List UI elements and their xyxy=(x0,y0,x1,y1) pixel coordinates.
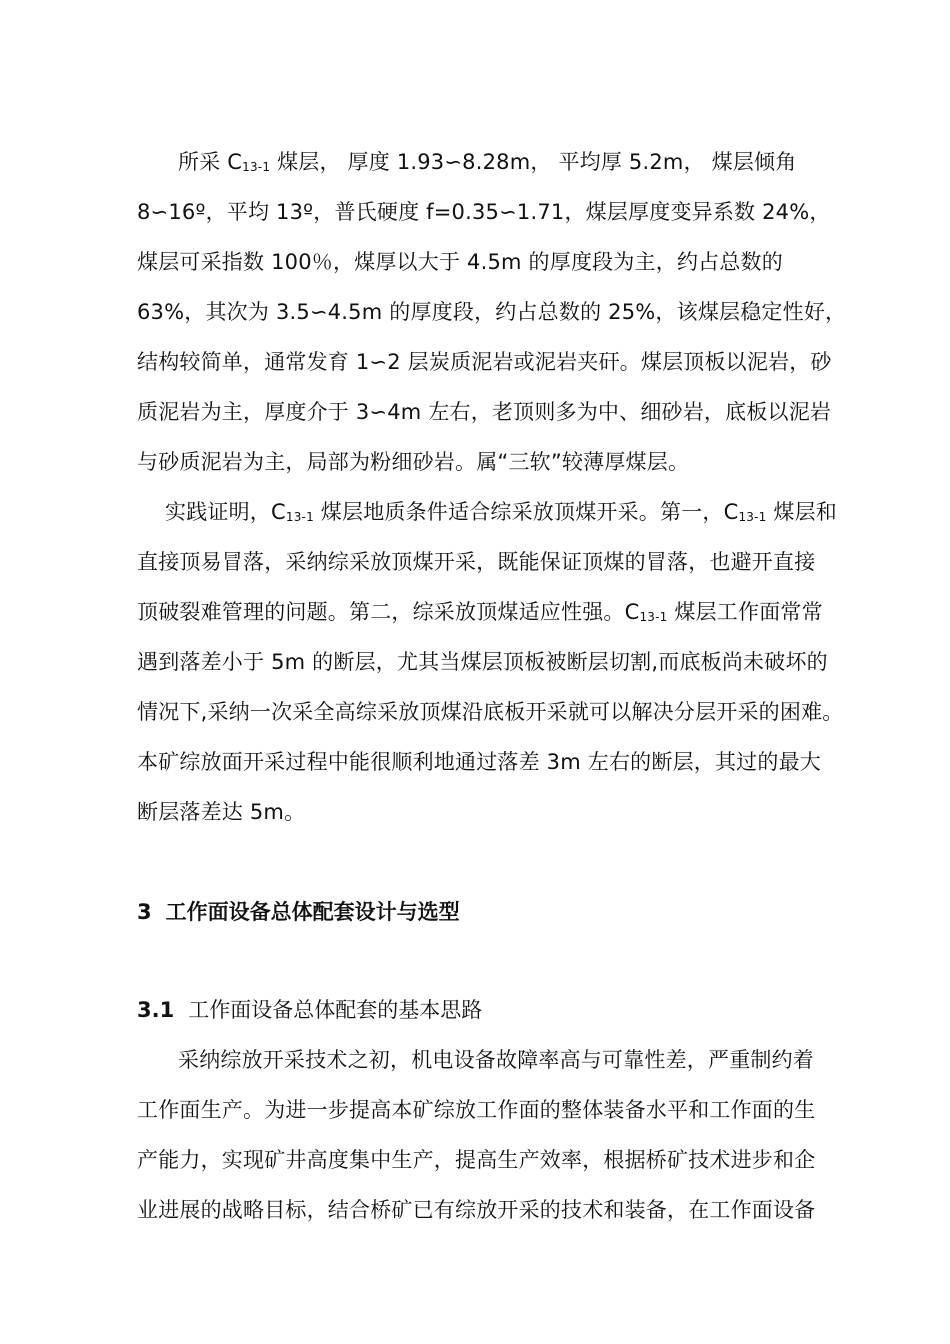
subscript: 13-1 xyxy=(242,160,271,174)
paragraph-line: 8∽16º，平均 13º，普氏硬度 f=0.35∽1.71，煤层厚度变异系数 24%， xyxy=(137,200,831,224)
text-run: 所采 C xyxy=(178,150,243,174)
text-run: 煤层， 厚度 1.93∽8.28m， 平均厚 5.2m， 煤层倾角 xyxy=(270,150,797,174)
subsection-heading xyxy=(137,996,482,1024)
paragraph-line: 情况下,采纳一次采全高综采放顶煤沿底板开采就可以解决分层开采的困难。 xyxy=(137,700,844,724)
paragraph-line: 结构较简单，通常发育 1∽2 层炭质泥岩或泥岩夹矸。煤层顶板以泥岩，砂 xyxy=(137,350,832,374)
text-run: 顶破裂难管理的问题。第二，综采放顶煤适应性强。C xyxy=(137,600,640,624)
section-title: 工作面设备总体配套设计与选型 xyxy=(165,900,460,924)
paragraph-line: 断层落差达 5m。 xyxy=(137,800,306,824)
subsection-number: 3.1 xyxy=(137,998,175,1022)
paragraph-line: 业进展的战略目标，结合桥矿已有综放开采的技术和装备，在工作面设备 xyxy=(137,1198,816,1222)
paragraph-line: 本矿综放面开采过程中能很顺利地通过落差 3m 左右的断层，其过的最大 xyxy=(137,750,821,774)
subscript: 13-1 xyxy=(738,510,767,524)
paragraph-line xyxy=(178,148,796,176)
paragraph-line: 63%，其次为 3.5∽4.5m 的厚度段，约占总数的 25%，该煤层稳定性好， xyxy=(137,300,847,324)
subscript: 13-1 xyxy=(285,510,314,524)
text-run: 煤层地质条件适合综采放顶煤开采。第一，C xyxy=(313,500,739,524)
text-run: 实践证明，C xyxy=(165,500,286,524)
subsection-title: 工作面设备总体配套的基本思路 xyxy=(188,998,483,1022)
paragraph-line: 工作面生产。为进一步提高本矿综放工作面的整体装备水平和工作面的生 xyxy=(137,1098,816,1122)
paragraph-line: 煤层可采指数 100％，煤厚以大于 4.5m 的厚度段为主，约占总数的 xyxy=(137,250,783,274)
subscript: 13-1 xyxy=(639,610,668,624)
paragraph-line: 与砂质泥岩为主，局部为粉细砂岩。属“三软”较薄厚煤层。 xyxy=(137,450,690,474)
paragraph-line: 遇到落差小于 5m 的断层，尤其当煤层顶板被断层切割,而底板尚未破坏的 xyxy=(137,650,828,674)
text-run: 煤层工作面常常 xyxy=(667,600,823,624)
paragraph-line: 直接顶易冒落，采纳综采放顶煤开采，既能保证顶煤的冒落，也避开直接 xyxy=(137,550,816,574)
section-number: 3 xyxy=(137,900,152,924)
section-heading xyxy=(137,898,460,926)
paragraph-line: 产能力，实现矿井高度集中生产，提高生产效率，根据桥矿技术进步和企 xyxy=(137,1148,816,1172)
paragraph-line xyxy=(137,598,823,626)
paragraph-line xyxy=(165,498,837,526)
paragraph-line: 质泥岩为主，厚度介于 3∽4m 左右，老顶则多为中、细砂岩，底板以泥岩 xyxy=(137,400,832,424)
paragraph-line: 采纳综放开采技术之初，机电设备故障率高与可靠性差，严重制约着 xyxy=(178,1048,814,1072)
text-run: 煤层和 xyxy=(766,500,837,524)
